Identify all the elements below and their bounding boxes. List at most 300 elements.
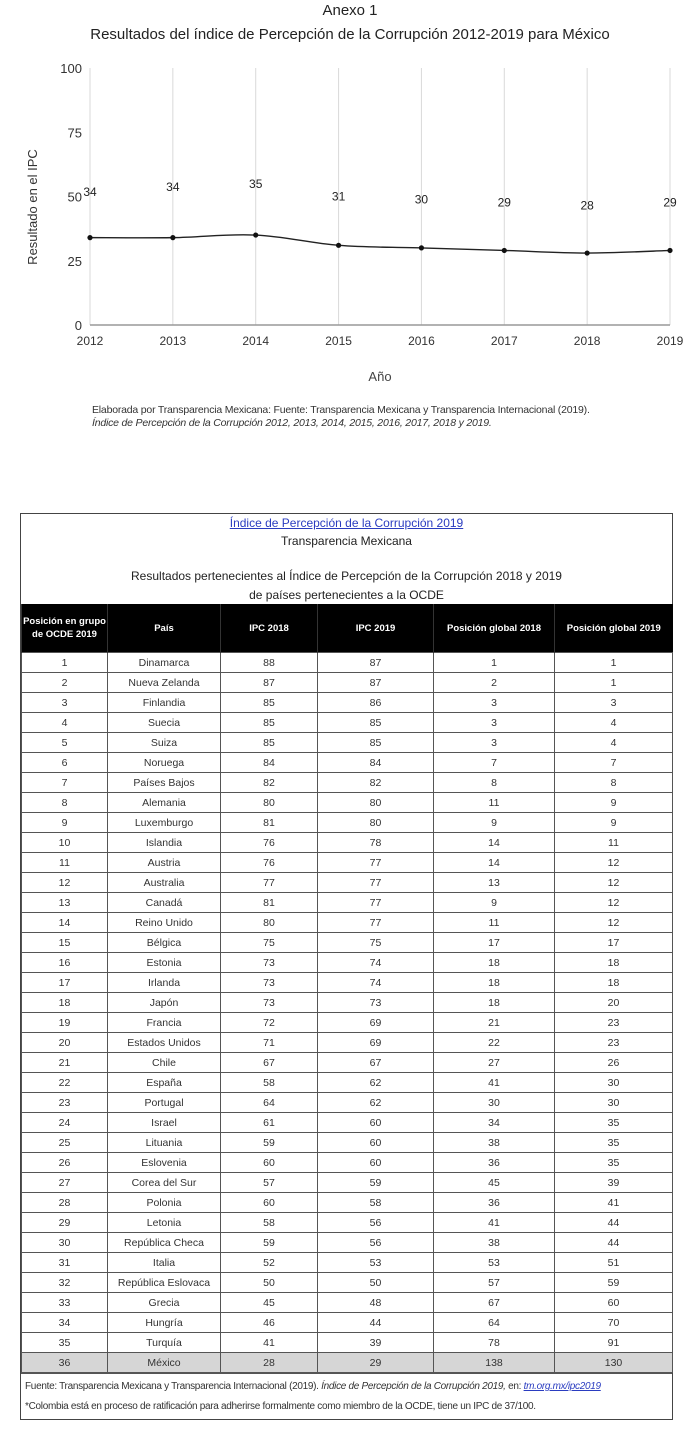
cell-ipc-2018: 60 — [221, 1153, 318, 1173]
ipc-table-container — [20, 513, 673, 1420]
cell-global-2019: 12 — [555, 913, 673, 933]
cell-ipc-2019: 77 — [318, 893, 434, 913]
cell-global-2018: 22 — [434, 1033, 555, 1053]
cell-ipc-2018: 41 — [221, 1333, 318, 1353]
cell-ipc-2019: 62 — [318, 1093, 434, 1113]
cell-ipc-2018: 88 — [221, 653, 318, 673]
cell-oecd-position: 18 — [22, 993, 108, 1013]
table-row — [22, 853, 673, 873]
cell-global-2018: 13 — [434, 873, 555, 893]
cell-country: México — [108, 1353, 221, 1373]
y-tick-label: 25 — [67, 253, 82, 269]
data-label: 29 — [497, 195, 511, 210]
cell-global-2019: 23 — [555, 1013, 673, 1033]
cell-ipc-2019: 87 — [318, 673, 434, 693]
table-row — [22, 1113, 673, 1133]
table-row — [22, 1253, 673, 1273]
cell-country: Chile — [108, 1053, 221, 1073]
cell-oecd-position: 32 — [22, 1273, 108, 1293]
table-row — [22, 833, 673, 853]
cell-global-2019: 30 — [555, 1073, 673, 1093]
cell-ipc-2019: 82 — [318, 773, 434, 793]
cell-global-2018: 53 — [434, 1253, 555, 1273]
table-row — [22, 1073, 673, 1093]
cell-global-2018: 64 — [434, 1313, 555, 1333]
cell-ipc-2019: 39 — [318, 1333, 434, 1353]
cell-ipc-2018: 80 — [221, 913, 318, 933]
cell-oecd-position: 4 — [22, 713, 108, 733]
cell-ipc-2018: 58 — [221, 1213, 318, 1233]
x-axis-ticks — [77, 334, 684, 348]
cell-ipc-2019: 59 — [318, 1173, 434, 1193]
table-body — [22, 653, 673, 1373]
cell-global-2019: 18 — [555, 953, 673, 973]
cell-country: Italia — [108, 1253, 221, 1273]
cell-country: República Checa — [108, 1233, 221, 1253]
x-tick-label: 2016 — [408, 334, 435, 348]
cell-country: Alemania — [108, 793, 221, 813]
table-row — [22, 873, 673, 893]
cell-country: Luxemburgo — [108, 813, 221, 833]
table-row — [22, 1093, 673, 1113]
data-label: 34 — [166, 180, 180, 194]
cell-oecd-position: 25 — [22, 1133, 108, 1153]
annex-title: Anexo 1 — [322, 2, 378, 19]
table-row — [22, 973, 673, 993]
cell-global-2019: 44 — [555, 1213, 673, 1233]
cell-ipc-2018: 45 — [221, 1293, 318, 1313]
cell-country: Estados Unidos — [108, 1033, 221, 1053]
cell-ipc-2019: 56 — [318, 1233, 434, 1253]
table-row — [22, 893, 673, 913]
data-label: 35 — [249, 176, 263, 191]
cell-ipc-2018: 72 — [221, 1013, 318, 1033]
cell-ipc-2019: 60 — [318, 1133, 434, 1153]
cell-ipc-2019: 53 — [318, 1253, 434, 1273]
cell-global-2018: 57 — [434, 1273, 555, 1293]
table-source — [25, 1377, 668, 1397]
cell-ipc-2018: 87 — [221, 673, 318, 693]
cell-global-2019: 23 — [555, 1033, 673, 1053]
cell-country: República Eslovaca — [108, 1273, 221, 1293]
cell-global-2018: 34 — [434, 1113, 555, 1133]
cell-ipc-2018: 50 — [221, 1273, 318, 1293]
cell-country: Austria — [108, 853, 221, 873]
cell-oecd-position: 10 — [22, 833, 108, 853]
cell-ipc-2019: 86 — [318, 693, 434, 713]
cell-global-2018: 3 — [434, 733, 555, 753]
cell-ipc-2018: 76 — [221, 853, 318, 873]
cell-oecd-position: 24 — [22, 1113, 108, 1133]
cell-global-2018: 1 — [434, 653, 555, 673]
cell-global-2019: 9 — [555, 793, 673, 813]
cell-ipc-2018: 57 — [221, 1173, 318, 1193]
ipc-table — [21, 604, 673, 1373]
cell-country: Polonia — [108, 1193, 221, 1213]
table-title-link[interactable]: Índice de Percepción de la Corrupción 2019 — [229, 516, 464, 530]
chart-source-note — [92, 404, 590, 430]
cell-global-2019: 130 — [555, 1353, 673, 1373]
cell-ipc-2019: 74 — [318, 973, 434, 993]
cell-ipc-2019: 60 — [318, 1113, 434, 1133]
table-row — [22, 1013, 673, 1033]
cell-oecd-position: 29 — [22, 1213, 108, 1233]
cell-country: Lituania — [108, 1133, 221, 1153]
cell-global-2019: 59 — [555, 1273, 673, 1293]
cell-ipc-2019: 84 — [318, 753, 434, 773]
source-en: en: — [508, 1381, 522, 1392]
x-tick-label: 2015 — [325, 334, 352, 348]
cell-ipc-2018: 85 — [221, 733, 318, 753]
table-subtitle-line2: de países pertenecientes a la OCDE — [249, 588, 444, 602]
cell-global-2019: 4 — [555, 713, 673, 733]
cell-ipc-2018: 52 — [221, 1253, 318, 1273]
cell-oecd-position: 21 — [22, 1053, 108, 1073]
cell-oecd-position: 20 — [22, 1033, 108, 1053]
table-footer — [21, 1373, 672, 1419]
cell-ipc-2018: 73 — [221, 973, 318, 993]
y-tick-label: 0 — [74, 318, 82, 333]
table-row — [22, 773, 673, 793]
cell-global-2019: 41 — [555, 1193, 673, 1213]
table-row — [22, 1273, 673, 1293]
cell-ipc-2019: 67 — [318, 1053, 434, 1073]
cell-ipc-2018: 61 — [221, 1113, 318, 1133]
cell-global-2018: 21 — [434, 1013, 555, 1033]
x-tick-label: 2012 — [76, 334, 104, 348]
chart-source-line1: Elaborada por Transparencia Mexicana: Fuente: Transparencia Mexicana y Transparencia Internacional (2019). — [92, 404, 590, 416]
cell-oecd-position: 30 — [22, 1233, 108, 1253]
cell-country: Suiza — [108, 733, 221, 753]
cell-ipc-2019: 62 — [318, 1073, 434, 1093]
cell-global-2019: 8 — [555, 773, 673, 793]
cell-global-2018: 18 — [434, 953, 555, 973]
cell-global-2018: 11 — [434, 793, 555, 813]
chart-source-line2: Índice de Percepción de la Corrupción 2012, 2013, 2014, 2015, 2016, 2017, 2018 y 2019. — [92, 417, 492, 429]
cell-oecd-position: 34 — [22, 1313, 108, 1333]
cell-oecd-position: 17 — [22, 973, 108, 993]
cell-ipc-2018: 67 — [221, 1053, 318, 1073]
cell-ipc-2019: 58 — [318, 1193, 434, 1213]
cell-country: Japón — [108, 993, 221, 1013]
cell-global-2019: 12 — [555, 853, 673, 873]
table-row — [22, 1133, 673, 1153]
cell-global-2019: 35 — [555, 1113, 673, 1133]
cell-ipc-2019: 29 — [318, 1353, 434, 1373]
table-row — [22, 1173, 673, 1193]
cell-oecd-position: 22 — [22, 1073, 108, 1093]
cell-oecd-position: 31 — [22, 1253, 108, 1273]
cell-ipc-2018: 81 — [221, 813, 318, 833]
data-label: 29 — [663, 195, 677, 210]
cell-country: Francia — [108, 1013, 221, 1033]
cell-oecd-position: 33 — [22, 1293, 108, 1313]
y-axis-ticks — [60, 61, 82, 333]
cell-global-2018: 14 — [434, 853, 555, 873]
column-header-global-2019: Posición global 2019 — [555, 604, 673, 653]
cell-ipc-2019: 73 — [318, 993, 434, 1013]
table-header-block — [21, 514, 672, 604]
cell-country: Dinamarca — [108, 653, 221, 673]
cell-ipc-2019: 69 — [318, 1013, 434, 1033]
table-row — [22, 1053, 673, 1073]
cell-global-2019: 1 — [555, 653, 673, 673]
cell-global-2018: 14 — [434, 833, 555, 853]
x-tick-label: 2014 — [242, 334, 270, 348]
chart-title: Resultados del índice de Percepción de la Corrupción 2012-2019 para México — [90, 26, 610, 43]
table-row — [22, 1153, 673, 1173]
cell-oecd-position: 9 — [22, 813, 108, 833]
cell-global-2018: 67 — [434, 1293, 555, 1313]
cell-ipc-2019: 77 — [318, 853, 434, 873]
cell-country: Australia — [108, 873, 221, 893]
cell-global-2018: 38 — [434, 1133, 555, 1153]
cell-ipc-2019: 48 — [318, 1293, 434, 1313]
cell-ipc-2018: 85 — [221, 693, 318, 713]
column-header-ipc-2018: IPC 2018 — [221, 604, 318, 653]
cell-ipc-2018: 59 — [221, 1133, 318, 1153]
cell-ipc-2018: 58 — [221, 1073, 318, 1093]
cell-ipc-2018: 64 — [221, 1093, 318, 1113]
cell-global-2019: 20 — [555, 993, 673, 1013]
cell-global-2019: 17 — [555, 933, 673, 953]
table-row — [22, 653, 673, 673]
x-tick-label: 2019 — [656, 334, 684, 348]
cell-global-2018: 27 — [434, 1053, 555, 1073]
cell-ipc-2019: 80 — [318, 793, 434, 813]
cell-global-2018: 138 — [434, 1353, 555, 1373]
table-row — [22, 713, 673, 733]
table-row — [22, 953, 673, 973]
colombia-note: *Colombia está en proceso de ratificación para adherirse formalmente como miembro de la OCDE, tiene un IPC de 37/100. — [25, 1401, 536, 1412]
data-point — [419, 245, 424, 250]
cell-ipc-2019: 77 — [318, 873, 434, 893]
cell-country: Países Bajos — [108, 773, 221, 793]
cell-oecd-position: 19 — [22, 1013, 108, 1033]
data-point — [253, 232, 258, 237]
cell-global-2019: 12 — [555, 873, 673, 893]
cell-ipc-2019: 87 — [318, 653, 434, 673]
cell-oecd-position: 14 — [22, 913, 108, 933]
cell-oecd-position: 16 — [22, 953, 108, 973]
cell-ipc-2019: 78 — [318, 833, 434, 853]
cell-country: Reino Unido — [108, 913, 221, 933]
cell-oecd-position: 15 — [22, 933, 108, 953]
cell-global-2018: 18 — [434, 993, 555, 1013]
cell-global-2018: 41 — [434, 1213, 555, 1233]
cell-global-2018: 3 — [434, 693, 555, 713]
cell-country: Eslovenia — [108, 1153, 221, 1173]
cell-ipc-2019: 75 — [318, 933, 434, 953]
cell-ipc-2019: 74 — [318, 953, 434, 973]
cell-oecd-position: 13 — [22, 893, 108, 913]
table-subtitle-line1: Resultados pertenecientes al Índice de Percepción de la Corrupción 2018 y 2019 — [131, 569, 562, 583]
y-tick-label: 100 — [60, 61, 82, 76]
data-label: 30 — [414, 192, 429, 207]
cell-oecd-position: 35 — [22, 1333, 108, 1353]
cell-oecd-position: 36 — [22, 1353, 108, 1373]
cell-country: Hungría — [108, 1313, 221, 1333]
cell-country: Islandia — [108, 833, 221, 853]
cell-country: Nueva Zelanda — [108, 673, 221, 693]
cell-ipc-2018: 77 — [221, 873, 318, 893]
cell-country: Noruega — [108, 753, 221, 773]
data-label: 34 — [83, 185, 97, 199]
cell-global-2018: 36 — [434, 1193, 555, 1213]
data-point — [585, 250, 590, 255]
cell-ipc-2018: 73 — [221, 993, 318, 1013]
cell-oecd-position: 23 — [22, 1093, 108, 1113]
cell-country: España — [108, 1073, 221, 1093]
cell-global-2019: 26 — [555, 1053, 673, 1073]
cell-global-2019: 30 — [555, 1093, 673, 1113]
cell-global-2019: 44 — [555, 1233, 673, 1253]
cell-oecd-position: 12 — [22, 873, 108, 893]
cell-oecd-position: 3 — [22, 693, 108, 713]
cell-global-2018: 30 — [434, 1093, 555, 1113]
cell-country: Irlanda — [108, 973, 221, 993]
table-row — [22, 933, 673, 953]
cell-country: Corea del Sur — [108, 1173, 221, 1193]
source-title: Índice de Percepción de la Corrupción 2019, — [321, 1381, 506, 1392]
cell-global-2018: 38 — [434, 1233, 555, 1253]
cell-global-2019: 51 — [555, 1253, 673, 1273]
cell-ipc-2018: 28 — [221, 1353, 318, 1373]
cell-global-2018: 8 — [434, 773, 555, 793]
table-row — [22, 1333, 673, 1353]
cell-country: Israel — [108, 1113, 221, 1133]
cell-global-2019: 9 — [555, 813, 673, 833]
table-row — [22, 813, 673, 833]
cell-oecd-position: 1 — [22, 653, 108, 673]
table-row — [22, 1033, 673, 1053]
cell-global-2018: 41 — [434, 1073, 555, 1093]
cell-ipc-2019: 77 — [318, 913, 434, 933]
table-organization: Transparencia Mexicana — [281, 534, 412, 548]
cell-oecd-position: 7 — [22, 773, 108, 793]
y-axis-label: Resultado en el IPC — [25, 149, 40, 265]
cell-ipc-2019: 69 — [318, 1033, 434, 1053]
cell-country: Grecia — [108, 1293, 221, 1313]
cell-oecd-position: 28 — [22, 1193, 108, 1213]
cell-ipc-2019: 85 — [318, 713, 434, 733]
data-point — [336, 243, 341, 248]
cell-ipc-2019: 56 — [318, 1213, 434, 1233]
cell-country: Finlandia — [108, 693, 221, 713]
cell-global-2019: 12 — [555, 893, 673, 913]
cell-global-2018: 9 — [434, 813, 555, 833]
series-line — [90, 235, 670, 253]
data-point — [667, 248, 672, 253]
table-row — [22, 753, 673, 773]
cell-global-2018: 11 — [434, 913, 555, 933]
cell-global-2019: 4 — [555, 733, 673, 753]
cell-oecd-position: 5 — [22, 733, 108, 753]
table-row — [22, 673, 673, 693]
x-tick-label: 2013 — [159, 334, 187, 348]
cell-country: Letonia — [108, 1213, 221, 1233]
cell-oecd-position: 26 — [22, 1153, 108, 1173]
cell-global-2019: 1 — [555, 673, 673, 693]
cell-global-2019: 60 — [555, 1293, 673, 1313]
cell-oecd-position: 2 — [22, 673, 108, 693]
cell-global-2018: 9 — [434, 893, 555, 913]
cell-ipc-2018: 84 — [221, 753, 318, 773]
cell-global-2019: 91 — [555, 1333, 673, 1353]
cell-ipc-2018: 60 — [221, 1193, 318, 1213]
table-row — [22, 1193, 673, 1213]
cell-global-2019: 11 — [555, 833, 673, 853]
cell-global-2018: 36 — [434, 1153, 555, 1173]
table-row — [22, 793, 673, 813]
cell-ipc-2018: 71 — [221, 1033, 318, 1053]
table-header-row — [22, 604, 673, 653]
cell-ipc-2018: 46 — [221, 1313, 318, 1333]
cell-country: Bélgica — [108, 933, 221, 953]
cell-global-2019: 18 — [555, 973, 673, 993]
data-label: 28 — [580, 198, 594, 213]
data-label: 31 — [331, 189, 346, 204]
chart-gridlines — [90, 68, 670, 325]
cell-ipc-2018: 82 — [221, 773, 318, 793]
source-prefix: Fuente: Transparencia Mexicana y Transparencia Internacional (2019). — [25, 1381, 319, 1392]
cell-ipc-2019: 85 — [318, 733, 434, 753]
cell-ipc-2019: 80 — [318, 813, 434, 833]
cell-oecd-position: 6 — [22, 753, 108, 773]
y-tick-label: 50 — [67, 189, 82, 205]
cell-ipc-2019: 44 — [318, 1313, 434, 1333]
cell-global-2019: 39 — [555, 1173, 673, 1193]
cell-ipc-2018: 81 — [221, 893, 318, 913]
data-points — [87, 232, 672, 255]
y-tick-label: 75 — [67, 125, 82, 141]
cell-oecd-position: 8 — [22, 793, 108, 813]
cell-country: Suecia — [108, 713, 221, 733]
cell-ipc-2018: 85 — [221, 713, 318, 733]
table-row — [22, 1353, 673, 1373]
table-row — [22, 693, 673, 713]
column-header-country: País — [108, 604, 221, 653]
cell-ipc-2019: 50 — [318, 1273, 434, 1293]
column-header-oecd-position: Posición en grupo de OCDE 2019 — [22, 604, 108, 653]
cell-global-2019: 35 — [555, 1133, 673, 1153]
source-url-link[interactable]: tm.org.mx/ipc2019 — [523, 1381, 601, 1392]
cell-country: Canadá — [108, 893, 221, 913]
cell-global-2018: 7 — [434, 753, 555, 773]
table-row — [22, 993, 673, 1013]
cell-global-2018: 78 — [434, 1333, 555, 1353]
table-row — [22, 1293, 673, 1313]
data-point — [502, 248, 507, 253]
cell-global-2018: 45 — [434, 1173, 555, 1193]
cell-country: Estonia — [108, 953, 221, 973]
table-row — [22, 733, 673, 753]
cell-oecd-position: 27 — [22, 1173, 108, 1193]
cell-ipc-2018: 80 — [221, 793, 318, 813]
cell-global-2018: 2 — [434, 673, 555, 693]
cell-global-2019: 70 — [555, 1313, 673, 1333]
column-header-ipc-2019: IPC 2019 — [318, 604, 434, 653]
x-axis-label: Año — [368, 369, 392, 384]
table-row — [22, 1233, 673, 1253]
data-point — [87, 235, 92, 240]
cell-global-2019: 3 — [555, 693, 673, 713]
cell-global-2019: 7 — [555, 753, 673, 773]
cell-global-2019: 35 — [555, 1153, 673, 1173]
cell-oecd-position: 11 — [22, 853, 108, 873]
cell-ipc-2019: 60 — [318, 1153, 434, 1173]
cell-country: Portugal — [108, 1093, 221, 1113]
